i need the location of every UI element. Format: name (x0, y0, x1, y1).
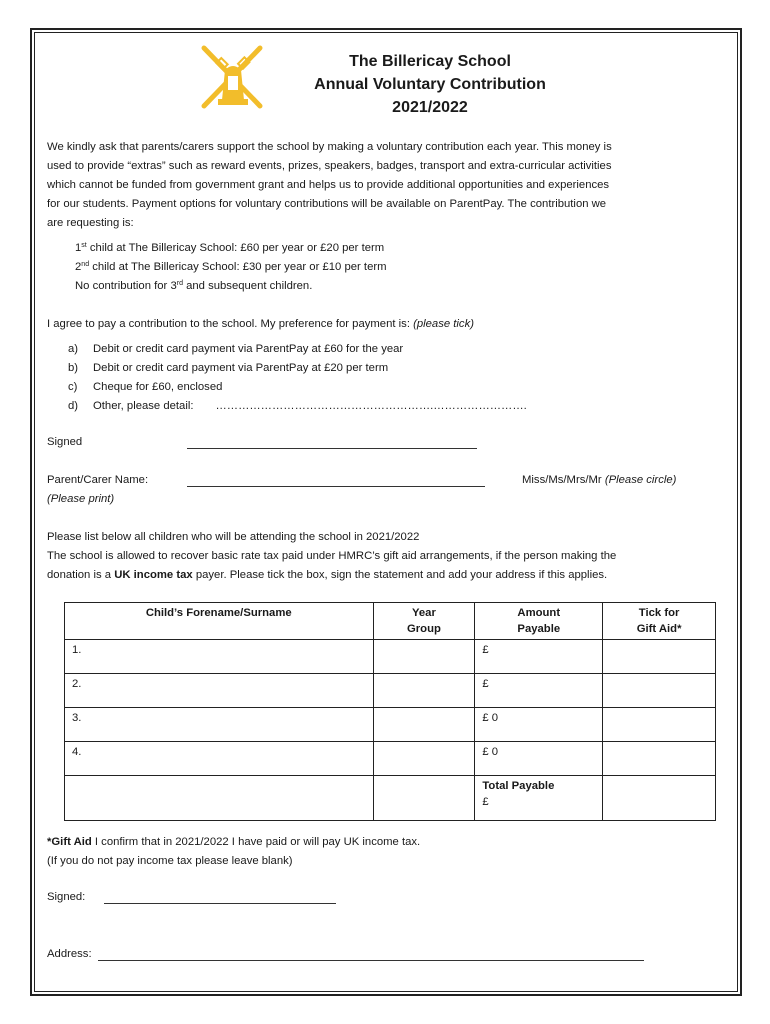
children-table (64, 602, 716, 821)
gift-aid-signature-line[interactable] (104, 891, 336, 904)
gift-aid-note: (If you do not pay income tax please leave blank) (47, 855, 293, 867)
gift-aid-tick-cell[interactable] (603, 708, 716, 742)
please-print-note: (Please print) (47, 493, 115, 505)
table-row (65, 674, 716, 708)
intro-line: for our students. Payment options for voluntary contributions will be available on ParentPay. The contribution we (47, 198, 607, 210)
parent-name-label: Parent/Carer Name: (47, 474, 149, 486)
form-year: 2021/2022 (392, 99, 468, 116)
header-amount: Amount Payable (475, 603, 603, 640)
total-row (65, 776, 716, 821)
children-intro-line2: The school is allowed to recover basic rate tax paid under HMRC’s gift aid arrangements, if the person making the (47, 550, 617, 562)
child-name-cell[interactable]: 4. (65, 742, 374, 776)
signed-label: Signed (47, 436, 83, 448)
amount-cell[interactable]: £ 0 (475, 708, 603, 742)
total-payable-label: Total Payable (482, 780, 555, 792)
year-group-cell[interactable] (373, 742, 475, 776)
intro-line: used to provide “extras” such as reward events, prizes, speakers, badges, transport and extra-curricular activities (47, 160, 612, 172)
children-intro-line3: donation is a UK income tax payer. Please tick the box, sign the statement and add your address if this applies. (47, 569, 608, 581)
table-row (65, 742, 716, 776)
intro-line: We kindly ask that parents/carers support the school by making a voluntary contribution each year. This money is (47, 141, 612, 153)
header-gift-aid: Tick for Gift Aid* (603, 603, 716, 640)
total-payable-value: £ (482, 796, 489, 808)
rate-third-child: No contribution for 3rd and subsequent children. (75, 280, 313, 292)
address-line[interactable] (98, 948, 644, 961)
header-name: Child’s Forename/Surname (65, 603, 374, 640)
amount-cell[interactable]: £ (475, 640, 603, 674)
amount-cell[interactable]: £ 0 (475, 742, 603, 776)
header-year: Year Group (373, 603, 475, 640)
year-group-cell[interactable] (373, 640, 475, 674)
child-name-cell[interactable]: 1. (65, 640, 374, 674)
total-payable-cell[interactable] (475, 776, 603, 821)
year-group-cell[interactable] (373, 708, 475, 742)
payment-option-c[interactable]: c) Cheque for £60, enclosed (68, 381, 223, 393)
intro-line: which cannot be funded from government grant and helps us to provide additional opportunities and experiences (47, 179, 610, 191)
payment-options[interactable] (68, 340, 527, 416)
year-group-cell[interactable] (373, 674, 475, 708)
gift-aid-tick-cell[interactable] (603, 640, 716, 674)
payment-option-a[interactable]: a) Debit or credit card payment via ParentPay at £60 for the year (68, 343, 404, 355)
other-detail-field[interactable]: ………………………………………………….……………………. (215, 400, 527, 412)
rate-first-child: 1st child at The Billericay School: £60 per year or £20 per term (75, 242, 385, 254)
form-header (230, 50, 630, 119)
gift-aid-tick-cell[interactable] (603, 742, 716, 776)
please-tick-note: (please tick) (413, 318, 474, 330)
intro-paragraph (47, 138, 717, 233)
intro-line: are requesting is: (47, 217, 134, 229)
child-name-cell[interactable]: 3. (65, 708, 374, 742)
address-label: Address: (47, 948, 92, 960)
amount-cell[interactable]: £ (475, 674, 603, 708)
title-options[interactable]: Miss/Ms/Mrs/Mr (Please circle) (522, 474, 677, 486)
table-row (65, 640, 716, 674)
gift-aid-signed-label: Signed: (47, 891, 86, 903)
school-name: The Billericay School (349, 53, 511, 70)
gift-aid-tick-cell[interactable] (603, 674, 716, 708)
parent-name-line[interactable] (187, 474, 485, 487)
agree-statement: I agree to pay a contribution to the school. My preference for payment is: (please tick) (47, 318, 474, 330)
rate-second-child: 2nd child at The Billericay School: £30 per year or £10 per term (75, 261, 387, 273)
table-row (65, 708, 716, 742)
payment-option-b[interactable]: b) Debit or credit card payment via ParentPay at £20 per term (68, 362, 389, 374)
payment-option-d[interactable]: d) Other, please detail: ………………………………………………….……………………. (68, 397, 527, 416)
table-header-row (65, 603, 716, 640)
signature-line[interactable] (187, 436, 477, 449)
child-name-cell[interactable]: 2. (65, 674, 374, 708)
form-title: Annual Voluntary Contribution (314, 76, 546, 93)
children-intro-line1: Please list below all children who will be attending the school in 2021/2022 (47, 531, 420, 543)
gift-aid-declaration: *Gift Aid I confirm that in 2021/2022 I have paid or will pay UK income tax. (47, 836, 421, 848)
